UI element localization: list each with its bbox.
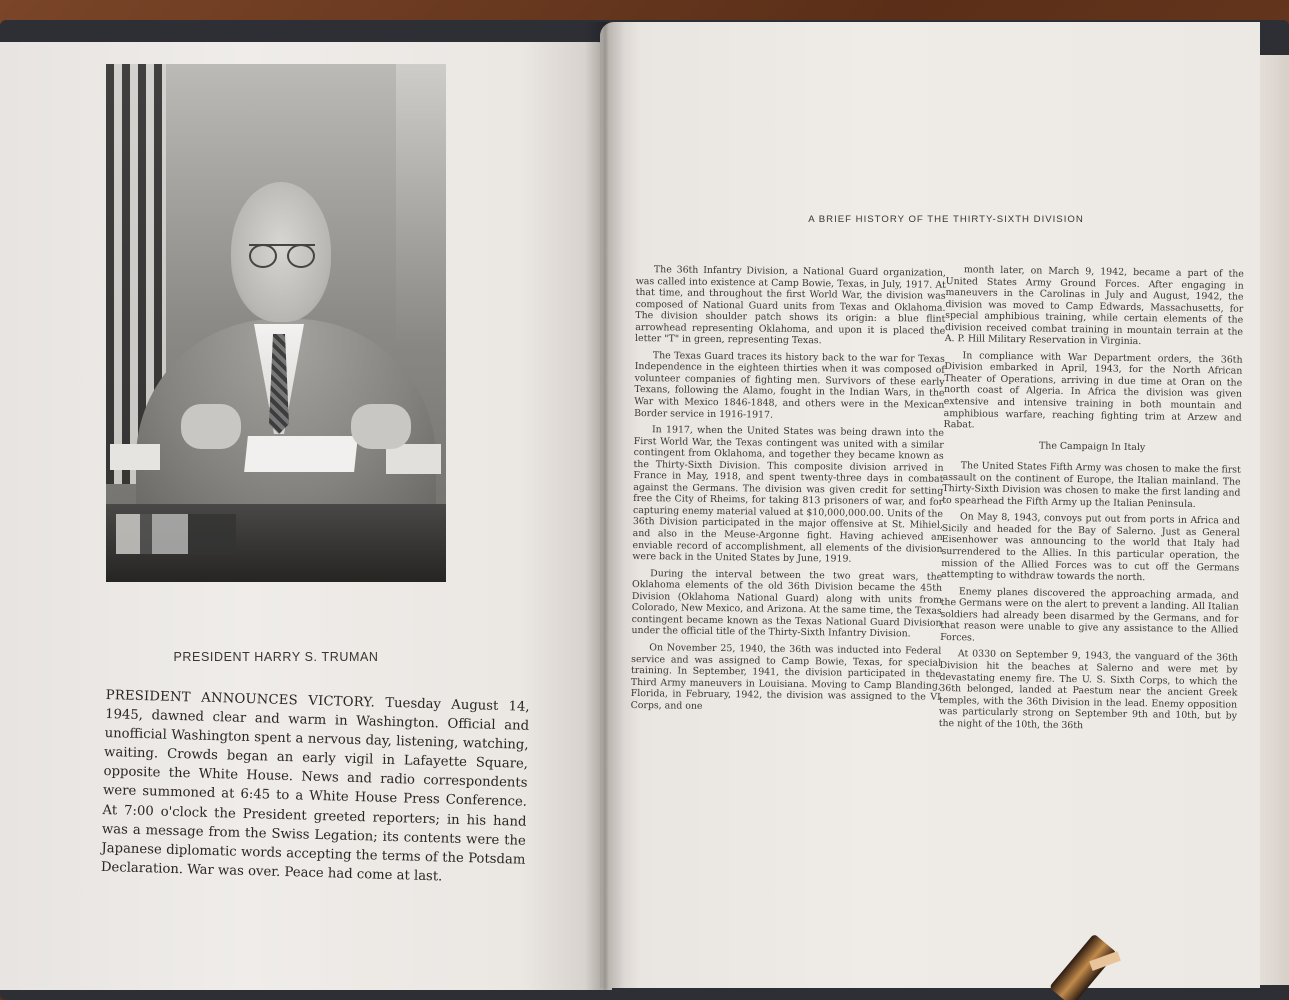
paragraph: During the interval between the two great wars, the Oklahoma elements of the old 36th Division became the 45th Division (Oklahoma National Guard) along with units from Colorado, New Mexico, and Arizona. At the same time, the Texas contingent became known as the Texas National Guard Division under the official title of the Thirty-Sixth Infantry Division. bbox=[631, 567, 943, 640]
left-body-text bbox=[101, 686, 530, 889]
desk-paper bbox=[244, 436, 358, 472]
paragraph: At 0330 on September 9, 1943, the vanguard of the 36th Division hit the beaches at Salerno and were met by devastating enemy fire. The U. S. Sixth Corps, to which the 36th belonged, landed at Paestum near the ancient Greek temples, with the 36th Division in the lead. Enemy opposition was particularly strong on September 9th and 10th, but by the night of the 10th, the 36th bbox=[938, 648, 1238, 731]
history-title: A BRIEF HISTORY OF THE THIRTY-SIXTH DIVISION bbox=[808, 214, 1084, 225]
paragraph: On May 8, 1943, convoys put out from ports in Africa and Sicily and headed for the Bay of Salerno. Just as General Eisenhower was announcing to the world that Italy had surrendered to the Allies. In this particular operation, the mission of the Allied Forces was to cut off the Germans attempting to withdraw towards the north. bbox=[941, 511, 1241, 584]
glasses-graphic bbox=[249, 244, 315, 266]
right-hand-graphic bbox=[351, 404, 411, 449]
paragraph: The Texas Guard traces its history back to the war for Texas Independence in the eighteen thirties when it was composed of volunteer companies of fighting men. Survivors of these early Texans, following the Alamo, fought in the Indian Wars, in the War with Mexico 1846-1848, and others were in the Mexican Border service in 1916-1917. bbox=[634, 350, 945, 421]
desk-items-graphic bbox=[116, 514, 236, 554]
history-column-2 bbox=[939, 264, 1244, 739]
paragraph: month later, on March 9, 1942, became a part of the United States Army Ground Forces. After engaging in maneuvers in the Carolinas in July and August, 1942, the division was moved to Camp Edwards, Massachusetts, for special amphibious training, while certain elements of the division received combat training in mountain terrain at the A. P. Hill Military Reservation in Virginia. bbox=[944, 264, 1244, 348]
president-photo bbox=[106, 64, 446, 582]
paragraph: Enemy planes discovered the approaching armada, and the Germans were on the alert to prevent a landing. All Italian soldiers had already been disarmed by the Germans, and for that reason were unable to give any assistance to the Allied Forces. bbox=[940, 585, 1239, 644]
flag-graphic-right bbox=[396, 64, 446, 344]
section-subhead: The Campaign In Italy bbox=[1038, 440, 1146, 453]
paragraph: The 36th Infantry Division, a National Guard organization, was called into existence at Camp Bowie, Texas, in July, 1917. At that time, and throughout the first World War, the division was composed of National Guard units from Texas and Oklahoma. The division shoulder patch shows its origin: a blue flint arrowhead representing Oklahoma, and upon it is placed the letter "T" in green, representing Texas. bbox=[635, 264, 946, 347]
left-hand-graphic bbox=[181, 404, 241, 449]
paragraph: In 1917, when the United States was being drawn into the First World War, the Texas contingent was united with a similar contingent from Oklahoma, and together they became known as the Thirty-Sixth Division. This composite division arrived in France in May, 1918, and spent twenty-three days in combat against the Germans. The division was given credit for setting free the City of Rheims, for taking 813 prisoners of war, and for capturing enemy material valued at $10,000,000.00. Units of the 36th Division participated in the major offensive at St. Mihiel, and also in the Meuse-Argonne fight. Having achieved an enviable record of accomplishment, all elements of the division were back in the United States by June, 1919. bbox=[632, 424, 945, 565]
photo-caption: PRESIDENT HARRY S. TRUMAN bbox=[173, 650, 379, 664]
left-body-lead: PRESIDENT ANNOUNCES VICTORY. bbox=[105, 687, 376, 711]
history-column-1 bbox=[630, 264, 946, 720]
desk-paper-left bbox=[110, 444, 160, 470]
spine-shadow bbox=[585, 22, 625, 990]
paragraph: On November 25, 1940, the 36th was inducted into Federal service and was assigned to Camp Bowie, Texas, for special training. In September, 1941, the division participated in the Third Army maneuvers in Louisiana. Moving to Camp Blanding, Florida, in February, 1942, the division was assigned to the VI Corps, and one bbox=[630, 642, 942, 712]
paragraph: The United States Fifth Army was chosen to make the first assault on the continent of Europe, the Italian mainland. The Thirty-Sixth Division was chosen to make the first landing and to spearhead the Fifth Army up the Italian Peninsula. bbox=[942, 460, 1241, 510]
left-body-rest: Tuesday August 14, 1945, dawned clear and warm in Washington. Official and unofficial Washington spent a nervous day, listening, watching, waiting. Crowds began an early vigil in Lafayette Square, opposite the White House. News and radio correspondents were summoned at 6:45 to a White House Press Conference. At 7:00 o'clock the President greeted reporters; in his hand was a message from the Swiss Legation; its contents were the Japanese diplomatic words accepting the terms of the Potsdam Declaration. War was over. Peace had come at last. bbox=[100, 695, 530, 885]
paragraph: In compliance with War Department orders, the 36th Division embarked in April, 1943, for the North African Theater of Operations, arriving in due time at Oran on the north coast of Algeria. In Africa the division was given extensive and intensive training in both mountain and amphibious warfare, reaching fighting trim at Arzew and Rabat. bbox=[943, 350, 1243, 431]
